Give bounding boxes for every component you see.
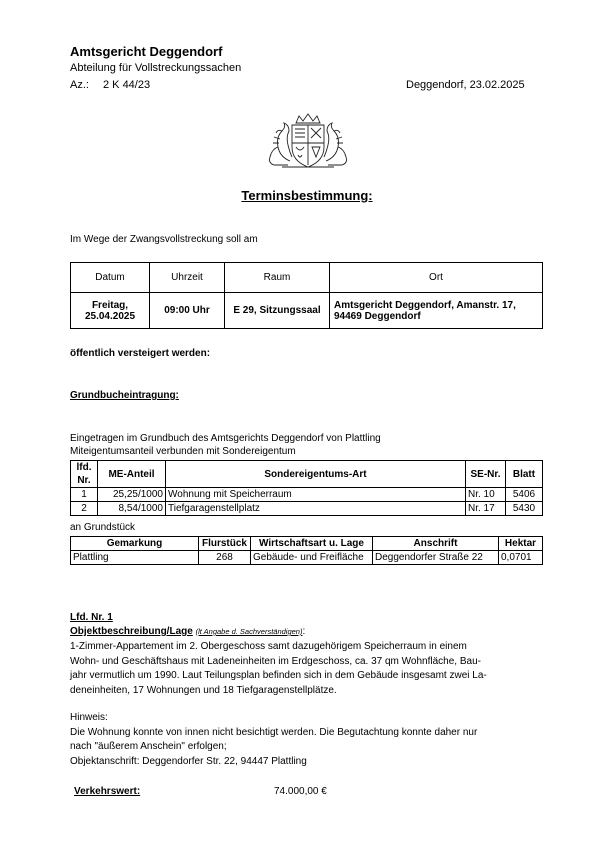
table-row xyxy=(71,551,543,565)
date: 25.04.2025 xyxy=(84,310,136,322)
cell-type: Tiefgaragenstellplatz xyxy=(166,502,466,516)
room-cell: E 29, Sitzungssaal xyxy=(225,293,330,329)
col-address: Anschrift xyxy=(373,537,499,551)
item-number: Lfd. Nr. 1 xyxy=(70,612,113,623)
object-heading xyxy=(70,626,305,637)
col-lfd: lfd. xyxy=(76,462,92,473)
document-title: Terminsbestimmung: xyxy=(241,188,373,203)
time-cell: 09:00 Uhr xyxy=(150,293,225,329)
col-se-type: Sondereigentums-Art xyxy=(166,461,466,488)
cell-se-nr: Nr. 10 xyxy=(466,488,506,502)
cell-share: 8,54/1000 xyxy=(98,502,166,516)
cell-usage: Gebäude- und Freifläche xyxy=(251,551,373,565)
land-register-heading: Grundbucheintragung: xyxy=(70,390,179,401)
notice-label: Hinweis: xyxy=(70,712,108,723)
cell-lfd: 1 xyxy=(71,488,98,502)
plot-label: an Grundstück xyxy=(70,522,136,533)
cell-parcel: 268 xyxy=(199,551,251,565)
col-sheet: Blatt xyxy=(506,461,543,488)
bavarian-coat-of-arms-icon xyxy=(262,113,354,169)
intro-text: Im Wege der Zwangsvollstreckung soll am xyxy=(70,234,258,245)
place-line-1: Amtsgericht Deggendorf, Amanstr. 17, xyxy=(334,299,516,311)
table-row xyxy=(71,488,543,502)
cell-hectare: 0,0701 xyxy=(499,551,543,565)
notice xyxy=(70,711,540,769)
description-line: jahr vermutlich um 1990. Laut Teilungsplan befinden sich in dem Gebäude insgesamt zwei La- xyxy=(70,670,487,681)
cell-share: 25,25/1000 xyxy=(98,488,166,502)
case-number-label: Az.: xyxy=(70,79,89,91)
place-line-2: 94469 Deggendorf xyxy=(334,310,421,322)
cell-lfd: 2 xyxy=(71,502,98,516)
court-name: Amtsgericht Deggendorf xyxy=(70,44,223,59)
col-usage: Wirtschaftsart u. Lage xyxy=(251,537,373,551)
place-cell xyxy=(330,293,543,329)
table-row xyxy=(71,502,543,516)
description-line: deneinheiten, 17 Wohnungen und 18 Tiefgaragenstellplätze. xyxy=(70,684,337,696)
cell-se-nr: Nr. 17 xyxy=(466,502,506,516)
date-cell xyxy=(71,293,150,329)
department: Abteilung für Vollstreckungssachen xyxy=(70,62,242,74)
col-room: Raum xyxy=(225,263,330,293)
description-line: Wohn- und Geschäftshaus mit Ladeneinheiten im Erdgeschoss, ca. 37 qm Wohnfläche, Bau- xyxy=(70,655,481,667)
col-se-nr: SE-Nr. xyxy=(466,461,506,488)
condominium-table xyxy=(70,460,543,516)
col-parcel: Flurstück xyxy=(199,537,251,551)
col-me-share: ME-Anteil xyxy=(98,461,166,488)
cell-address: Deggendorfer Straße 22 xyxy=(373,551,499,565)
col-time: Uhrzeit xyxy=(150,263,225,293)
case-number: 2 K 44/23 xyxy=(103,79,151,91)
weekday: Freitag, xyxy=(91,299,129,311)
auction-statement: öffentlich versteigert werden: xyxy=(70,348,211,359)
object-heading-text: Objektbeschreibung/Lage xyxy=(70,626,193,637)
cell-sheet: 5406 xyxy=(506,488,543,502)
plot-table xyxy=(70,536,543,565)
col-lfd-nr xyxy=(71,461,98,488)
cell-type: Wohnung mit Speicherraum xyxy=(166,488,466,502)
col-district: Gemarkung xyxy=(71,537,199,551)
appointment-table xyxy=(70,262,543,329)
object-address: Objektanschrift: Deggendorfer Str. 22, 94447 Plattling xyxy=(70,755,307,767)
notice-line: nach "äußerem Anschein" erfolgen; xyxy=(70,741,227,752)
col-date: Datum xyxy=(71,263,150,293)
land-register-line-1: Eingetragen im Grundbuch des Amtsgerichts Deggendorf von Plattling xyxy=(70,433,381,444)
object-heading-colon: : xyxy=(302,626,306,637)
notice-line: Die Wohnung konnte von innen nicht besichtigt werden. Die Begutachtung konnte daher nur xyxy=(70,726,478,738)
market-value: 74.000,00 € xyxy=(274,786,327,797)
object-heading-note: (lt Angabe d. Sachverständigen) xyxy=(195,627,303,636)
object-description xyxy=(70,640,540,698)
description-line: 1-Zimmer-Appartement im 2. Obergeschoss samt dazugehörigem Speicherraum in einem xyxy=(70,641,467,652)
cell-sheet: 5430 xyxy=(506,502,543,516)
land-register-line-2: Miteigentumsanteil verbunden mit Sondereigentum xyxy=(70,446,296,457)
col-hectare: Hektar xyxy=(499,537,543,551)
col-place: Ort xyxy=(330,263,543,293)
col-nr: Nr. xyxy=(77,475,91,486)
market-value-label: Verkehrswert: xyxy=(74,786,141,797)
cell-district: Plattling xyxy=(71,551,199,565)
place-date: Deggendorf, 23.02.2025 xyxy=(406,79,525,91)
